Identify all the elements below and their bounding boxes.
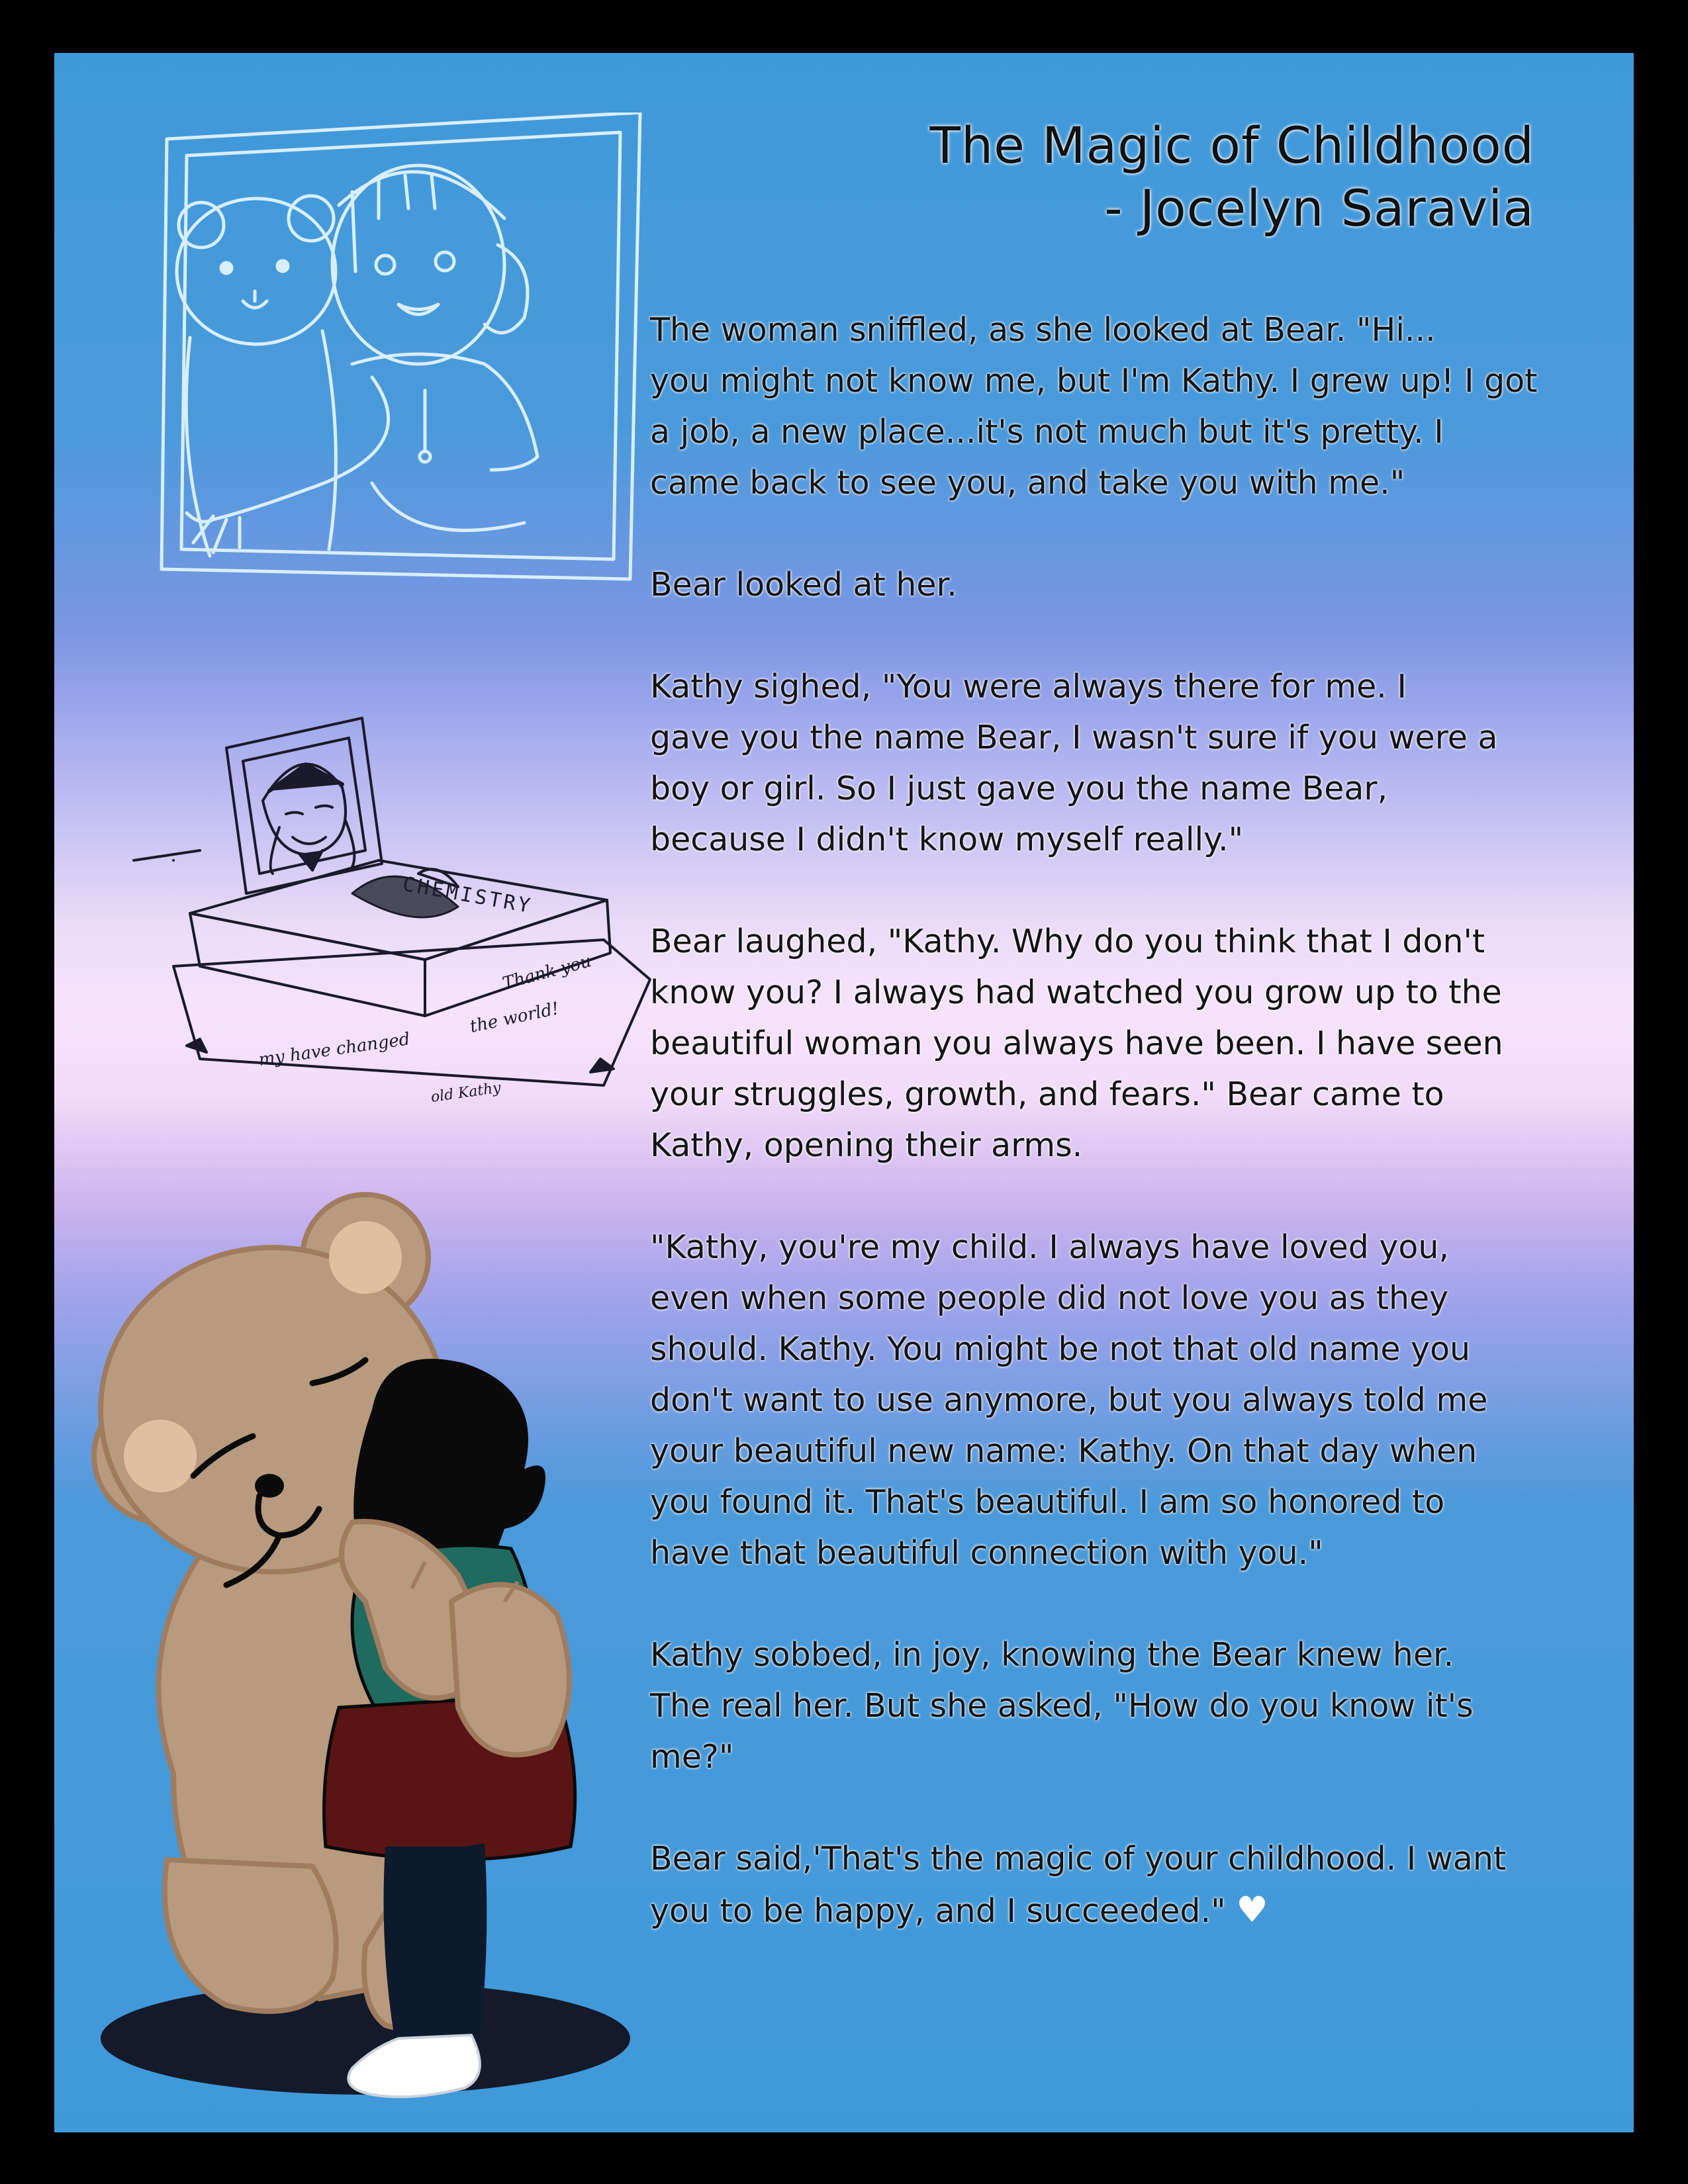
framed-sketch-bear-and-girl — [154, 113, 657, 589]
story-title: The Magic of Childhood — [929, 116, 1534, 175]
story-text — [650, 304, 1603, 1936]
story-paragraph-3: Kathy sighed, "You were always there for me. I gave you the name Bear, I wasn't sure if you were a boy or girl. So I just gave you the name Bear, because I didn't know myself really." — [650, 668, 1498, 858]
sketch-card-line-4: old Kathy — [430, 1079, 502, 1106]
story-paragraph-6: Kathy sobbed, in joy, knowing the Bear knew her. The real her. But she asked, "How do you know it's me?" — [650, 1636, 1474, 1776]
story-page — [54, 53, 1634, 2132]
heart-icon: ♥ — [1236, 1889, 1268, 1931]
bear-nose — [255, 1474, 284, 1498]
sketch-card-line-1: Thank you — [500, 951, 594, 994]
bear-hugging-kathy-illustration — [54, 1178, 663, 2131]
sketch-book-spine-label: CHEMISTRY — [400, 872, 535, 919]
story-paragraph-2: Bear looked at her. — [650, 566, 957, 604]
sketch-card-line-3: my have changed — [257, 1029, 412, 1070]
sketch-book-and-photo — [127, 675, 696, 1138]
story-author: - Jocelyn Saravia — [1104, 179, 1534, 238]
kathy-legs — [384, 1843, 487, 2062]
story-paragraph-1: The woman sniffled, as she looked at Bear. "Hi... you might not know me, but I'm Kathy. I grew up! I got a job, a new place...it's not much but it's pretty. I came back to see you, and take you with me." — [650, 311, 1538, 502]
bear-arm-right — [451, 1584, 569, 1754]
story-paragraph-7: Bear said,'That's the magic of your childhood. I want you to be happy, and I succeeded." — [650, 1840, 1507, 1930]
story-paragraph-5: "Kathy, you're my child. I always have loved you, even when some people did not love you as they should. Kathy. You might be not that old name you don't want to use anymore, but you always told me your beautiful new name: Kathy. On that day when you found it. That's beautiful. I am so honored to have that beautiful connection with you." — [650, 1228, 1488, 1572]
bear-leg-left — [165, 1860, 336, 2011]
sketch-card-line-2: the world! — [468, 999, 561, 1037]
story-paragraph-4: Bear laughed, "Kathy. Why do you think that I don't know you? I always had watched you grow up to the beautiful woman you always have been. I have seen your struggles, growth, and fears." Bear came to Kathy, opening their arms. — [650, 923, 1503, 1164]
